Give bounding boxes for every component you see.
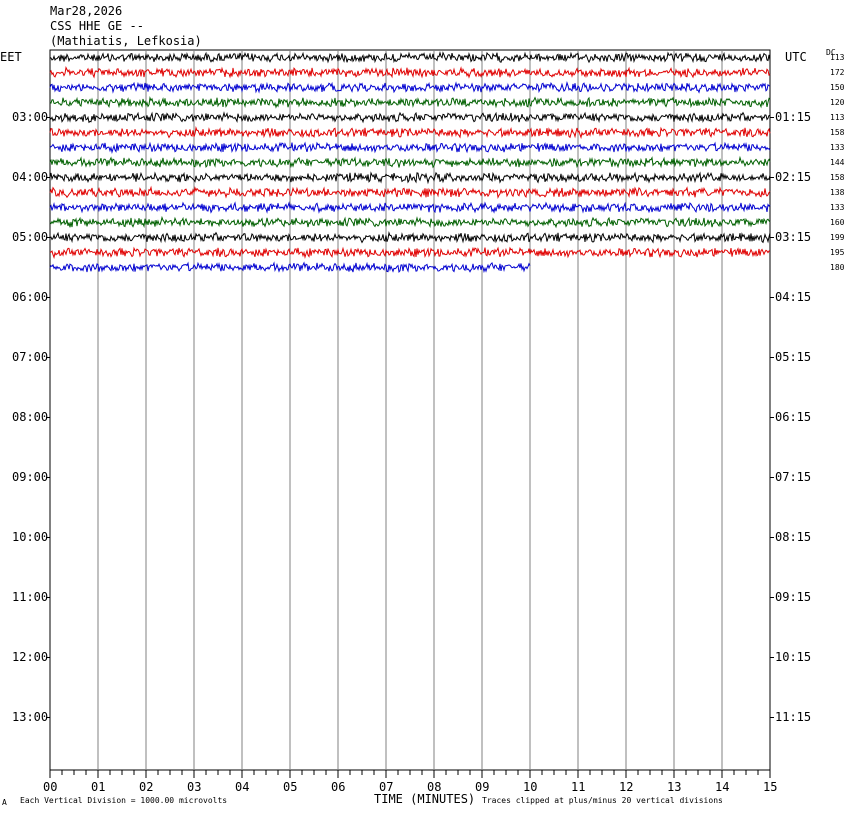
x-tick-label: 09 — [475, 780, 490, 794]
hour-label-left: 12:00 — [12, 649, 49, 664]
trace-row-4 — [50, 113, 770, 123]
hour-label-right: 04:15 — [775, 289, 812, 304]
x-tick-label: 11 — [571, 780, 586, 794]
dc-value: 120 — [830, 97, 845, 107]
plot-date: Mar28,2026 — [50, 4, 123, 18]
trace-row-5 — [50, 128, 770, 138]
dc-value: 158 — [830, 127, 845, 137]
x-tick-label: 12 — [619, 780, 634, 794]
x-tick-label: 15 — [763, 780, 778, 794]
trace-row-13 — [50, 248, 770, 258]
hour-label-left: 06:00 — [12, 289, 49, 304]
hour-label-right: 08:15 — [775, 529, 812, 544]
hour-label-right: 06:15 — [775, 409, 812, 424]
trace-row-8 — [50, 173, 770, 183]
dc-value: 133 — [830, 142, 845, 152]
x-tick-label: 05 — [283, 780, 298, 794]
trace-row-0 — [50, 53, 770, 63]
x-tick-label: 13 — [667, 780, 682, 794]
station-id: CSS HHE GE -- — [50, 19, 144, 33]
hour-label-right: 09:15 — [775, 589, 812, 604]
x-tick-label: 02 — [139, 780, 154, 794]
dc-value: 133 — [830, 202, 845, 212]
dc-value: 195 — [830, 247, 845, 257]
trace-row-11 — [50, 218, 770, 228]
dc-value: 150 — [830, 82, 845, 92]
hour-label-right: 02:15 — [775, 169, 812, 184]
hour-label-left: 09:00 — [12, 469, 49, 484]
trace-row-9 — [50, 188, 770, 198]
dc-value: 160 — [830, 217, 845, 227]
left-timezone-label: EET — [0, 50, 22, 64]
x-tick-label: 04 — [235, 780, 250, 794]
hour-label-right: 11:15 — [775, 709, 812, 724]
x-tick-label: 06 — [331, 780, 346, 794]
hour-label-left: 13:00 — [12, 709, 49, 724]
trace-row-12 — [50, 233, 770, 243]
hour-label-left: 03:00 — [12, 109, 49, 124]
trace-row-1 — [50, 68, 770, 78]
plot-frame — [50, 50, 770, 770]
x-tick-label: 14 — [715, 780, 730, 794]
hour-label-left: 04:00 — [12, 169, 49, 184]
hour-label-left: 10:00 — [12, 529, 49, 544]
dc-value: 138 — [830, 187, 845, 197]
hour-label-right: 03:15 — [775, 229, 812, 244]
clip-note: Traces clipped at plus/minus 20 vertical divisions — [482, 796, 723, 805]
dc-value: 158 — [830, 172, 845, 182]
station-location: (Mathiatis, Lefkosia) — [50, 34, 202, 48]
right-timezone-label: UTC — [785, 50, 807, 64]
trace-row-2 — [50, 83, 770, 93]
x-tick-label: 07 — [379, 780, 394, 794]
hour-label-right: 10:15 — [775, 649, 812, 664]
scale-note: Each Vertical Division = 1000.00 microvolts — [20, 796, 228, 805]
footer-mark: A — [2, 798, 7, 807]
hour-label-right: 01:15 — [775, 109, 812, 124]
dc-value: 113 — [830, 52, 845, 62]
x-tick-label: 00 — [43, 780, 58, 794]
x-tick-label: 08 — [427, 780, 442, 794]
trace-row-7 — [50, 158, 770, 168]
hour-label-right: 05:15 — [775, 349, 812, 364]
trace-row-3 — [50, 98, 770, 108]
hour-label-right: 07:15 — [775, 469, 812, 484]
x-tick-label: 10 — [523, 780, 538, 794]
trace-row-10 — [50, 203, 770, 213]
dc-value: 180 — [830, 262, 845, 272]
x-axis-label: TIME (MINUTES) — [374, 792, 476, 806]
hour-label-left: 05:00 — [12, 229, 49, 244]
hour-label-left: 07:00 — [12, 349, 49, 364]
x-tick-label: 01 — [91, 780, 106, 794]
trace-row-6 — [50, 143, 770, 153]
dc-value: 199 — [830, 232, 845, 242]
hour-label-left: 11:00 — [12, 589, 49, 604]
dc-value: 144 — [830, 157, 845, 167]
dc-value: 113 — [830, 112, 845, 122]
dc-column-label: DC — [826, 48, 836, 57]
dc-value: 172 — [830, 67, 845, 77]
x-tick-label: 03 — [187, 780, 202, 794]
hour-label-left: 08:00 — [12, 409, 49, 424]
